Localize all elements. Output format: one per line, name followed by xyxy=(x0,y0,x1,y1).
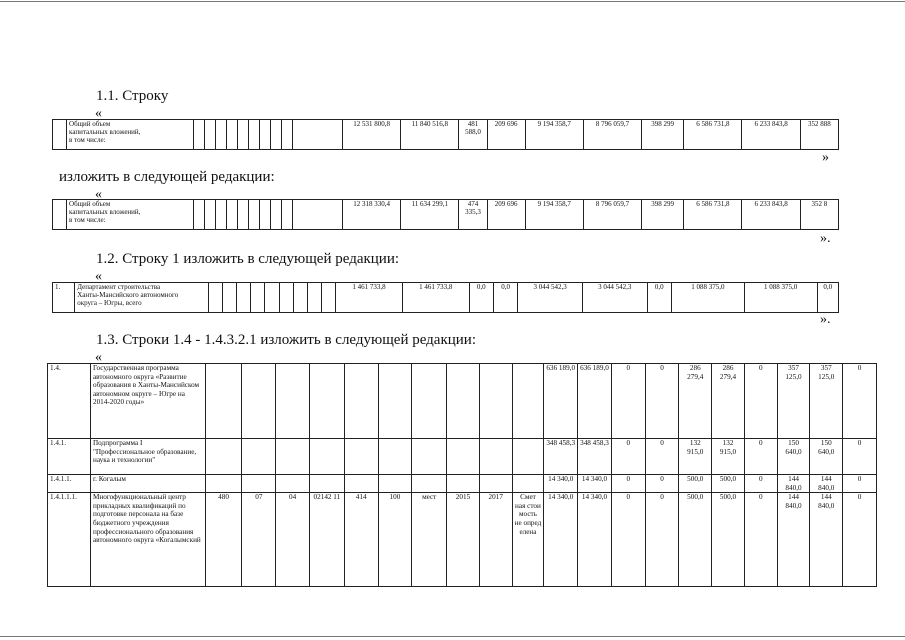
section-1-3-heading: 1.3. Строки 1.4 - 1.4.3.2.1 изложить в следующей редакции: xyxy=(96,332,477,348)
info-cell xyxy=(205,475,242,493)
top-scan-edge xyxy=(0,1,905,2)
value-cell: 209 696 xyxy=(487,200,525,230)
value-cell: 0 xyxy=(611,439,645,475)
desc-cell xyxy=(67,120,193,150)
desc-line: в том числе: xyxy=(69,216,106,225)
info-cell: мест xyxy=(412,493,447,587)
table-1-1-new xyxy=(52,199,839,230)
info-cell: 04 xyxy=(276,493,310,587)
value-cell: 1 088 375,0 xyxy=(744,283,817,313)
value-cell: 144 840,0 xyxy=(810,493,843,587)
value-cell: 6 586 731,8 xyxy=(684,200,742,230)
value-cell: 0 xyxy=(645,475,679,493)
value-cell: 0 xyxy=(744,439,777,475)
value-cell: 636 189,0 xyxy=(544,364,578,439)
value-cell: 11 634 299,1 xyxy=(401,200,459,230)
value-cell: 12 318 330,4 xyxy=(342,200,400,230)
value-cell: 0 xyxy=(744,364,777,439)
row-description: г. Когалым xyxy=(90,475,205,493)
info-cell xyxy=(479,439,512,475)
close-quote: ». xyxy=(820,312,831,327)
value-cell: 0 xyxy=(611,364,645,439)
info-cell xyxy=(378,475,412,493)
value-cell: 500,0 xyxy=(679,493,712,587)
row-number: 1.4. xyxy=(48,364,91,439)
value-cell: 0,0 xyxy=(817,283,838,313)
value-cell: 144 840,0 xyxy=(777,475,810,493)
info-cell xyxy=(242,439,276,475)
value-cell: 1 461 733,8 xyxy=(336,283,403,313)
value-cell: 14 340,0 xyxy=(578,475,612,493)
value-cell: 286 279,4 xyxy=(712,364,745,439)
value-cell: 0 xyxy=(843,493,877,587)
info-cell xyxy=(412,475,447,493)
info-cell xyxy=(309,364,344,439)
value-cell: 352 8 xyxy=(800,200,838,230)
open-quote: « xyxy=(95,350,102,365)
info-cell xyxy=(344,439,378,475)
value-cell: 144 840,0 xyxy=(810,475,843,493)
desc-line: капитальных вложений, xyxy=(69,128,141,137)
row-number: 1. xyxy=(53,283,75,313)
value-cell: 636 189,0 xyxy=(578,364,612,439)
value-cell: 150 640,0 xyxy=(777,439,810,475)
table-1-2 xyxy=(52,282,839,313)
info-cell xyxy=(205,439,242,475)
info-cell xyxy=(276,364,310,439)
bottom-scan-edge xyxy=(0,636,905,637)
info-cell: 07 xyxy=(242,493,276,587)
info-cell xyxy=(309,439,344,475)
value-cell: 0 xyxy=(843,364,877,439)
value-cell: 144 840,0 xyxy=(777,493,810,587)
value-cell: 6 233 843,8 xyxy=(742,200,800,230)
value-cell: 0 xyxy=(744,493,777,587)
value-cell: 1 461 733,8 xyxy=(402,283,469,313)
value-cell: 0 xyxy=(843,439,877,475)
open-quote: « xyxy=(95,269,102,284)
desc-line: в том числе: xyxy=(69,136,106,145)
value-cell: 500,0 xyxy=(679,475,712,493)
value-cell: 3 044 542,3 xyxy=(518,283,583,313)
value-cell: 132 915,0 xyxy=(712,439,745,475)
desc-line: Ханты-Мансийского автономного xyxy=(77,291,179,300)
info-cell xyxy=(309,475,344,493)
info-cell xyxy=(242,475,276,493)
row-description: Подпрограмма I "Профессиональное образование, наука и технологии" xyxy=(90,439,205,475)
value-cell: 1 088 375,0 xyxy=(671,283,744,313)
value-cell: 14 340,0 xyxy=(578,493,612,587)
value-cell: 398 299 xyxy=(642,120,684,150)
value-cell: 0 xyxy=(611,493,645,587)
value-cell: 0 xyxy=(744,475,777,493)
table-1-3 xyxy=(47,363,877,587)
value-cell: 0 xyxy=(645,364,679,439)
table-row xyxy=(48,364,877,439)
row-description: Государственная программа автономного округа «Развитие образования в Ханты-Мансийском автономном округе – Югре на 2014-2020 годы» xyxy=(90,364,205,439)
value-cell: 398 299 xyxy=(642,200,684,230)
value-cell: 0,0 xyxy=(493,283,517,313)
value-cell: 3 044 542,3 xyxy=(582,283,647,313)
info-cell xyxy=(205,364,242,439)
table-row xyxy=(48,439,877,475)
value-cell: 8 796 059,7 xyxy=(583,120,641,150)
value-cell: 286 279,4 xyxy=(679,364,712,439)
value-cell: 9 194 358,7 xyxy=(525,120,583,150)
value-cell: 500,0 xyxy=(712,493,745,587)
info-cell xyxy=(479,475,512,493)
row-number: 1.4.1.1. xyxy=(48,475,91,493)
info-cell xyxy=(378,364,412,439)
info-cell xyxy=(447,439,480,475)
close-quote: » xyxy=(822,150,829,165)
desc-line: округа – Югры, всего xyxy=(77,299,142,308)
table-row xyxy=(48,493,877,587)
value-cell: 209 696 xyxy=(487,120,525,150)
info-cell xyxy=(412,364,447,439)
value-cell: 357 125,0 xyxy=(777,364,810,439)
value-cell: 14 340,0 xyxy=(544,493,578,587)
info-cell xyxy=(276,475,310,493)
table-1-1-old xyxy=(52,119,839,150)
desc-line: Департамент строительства xyxy=(77,283,161,291)
value-cell: 0,0 xyxy=(647,283,671,313)
info-cell xyxy=(512,364,544,439)
value-cell: 150 640,0 xyxy=(810,439,843,475)
open-quote: « xyxy=(95,187,102,202)
info-cell xyxy=(344,364,378,439)
value-cell: 9 194 358,7 xyxy=(525,200,583,230)
info-cell xyxy=(447,475,480,493)
info-cell: 414 xyxy=(344,493,378,587)
row-number: 1.4.1.1.1. xyxy=(48,493,91,587)
info-cell: 100 xyxy=(378,493,412,587)
section-1-1-heading: 1.1. Строку xyxy=(96,88,169,104)
value-cell: 348 458,3 xyxy=(578,439,612,475)
row-number: 1.4.1. xyxy=(48,439,91,475)
section-1-2-heading: 1.2. Строку 1 изложить в следующей редакции: xyxy=(96,251,400,267)
value-cell: 481 588,0 xyxy=(459,120,487,150)
value-cell: 348 458,3 xyxy=(544,439,578,475)
open-quote: « xyxy=(95,106,102,121)
info-cell xyxy=(378,439,412,475)
info-cell: 480 xyxy=(205,493,242,587)
info-cell xyxy=(276,439,310,475)
desc-line: капитальных вложений, xyxy=(69,208,141,217)
desc-line: Общий объем xyxy=(69,120,111,128)
value-cell: 132 915,0 xyxy=(679,439,712,475)
value-cell: 14 340,0 xyxy=(544,475,578,493)
value-cell: 0 xyxy=(645,493,679,587)
info-cell xyxy=(479,364,512,439)
value-cell: 8 796 059,7 xyxy=(583,200,641,230)
info-cell xyxy=(242,364,276,439)
info-cell: Смет ная стои мость не опред елена xyxy=(512,493,544,587)
table-row xyxy=(48,475,877,493)
value-cell: 357 125,0 xyxy=(810,364,843,439)
value-cell: 12 531 800,8 xyxy=(342,120,400,150)
info-cell xyxy=(344,475,378,493)
replace-text: изложить в следующей редакции: xyxy=(59,169,275,185)
value-cell: 0,0 xyxy=(469,283,493,313)
value-cell: 474 335,3 xyxy=(459,200,487,230)
value-cell: 0 xyxy=(645,439,679,475)
info-cell xyxy=(512,475,544,493)
close-quote: ». xyxy=(820,231,831,246)
value-cell: 0 xyxy=(843,475,877,493)
info-cell xyxy=(412,439,447,475)
info-cell xyxy=(512,439,544,475)
info-cell: 02142 11 xyxy=(309,493,344,587)
desc-cell xyxy=(75,283,209,313)
value-cell: 0 xyxy=(611,475,645,493)
desc-line: Общий объем xyxy=(69,200,111,208)
value-cell: 352 888 xyxy=(800,120,838,150)
value-cell: 500,0 xyxy=(712,475,745,493)
value-cell: 6 586 731,8 xyxy=(684,120,742,150)
info-cell: 2017 xyxy=(479,493,512,587)
info-cell xyxy=(447,364,480,439)
info-cell: 2015 xyxy=(447,493,480,587)
value-cell: 6 233 843,8 xyxy=(742,120,800,150)
row-description: Многофункциональный центр прикладных квалификаций по подготовке персонала на базе бюджетного учреждения профессионального образования автономного округа «Когалымский xyxy=(90,493,205,587)
value-cell: 11 840 516,8 xyxy=(401,120,459,150)
desc-cell xyxy=(67,200,193,230)
